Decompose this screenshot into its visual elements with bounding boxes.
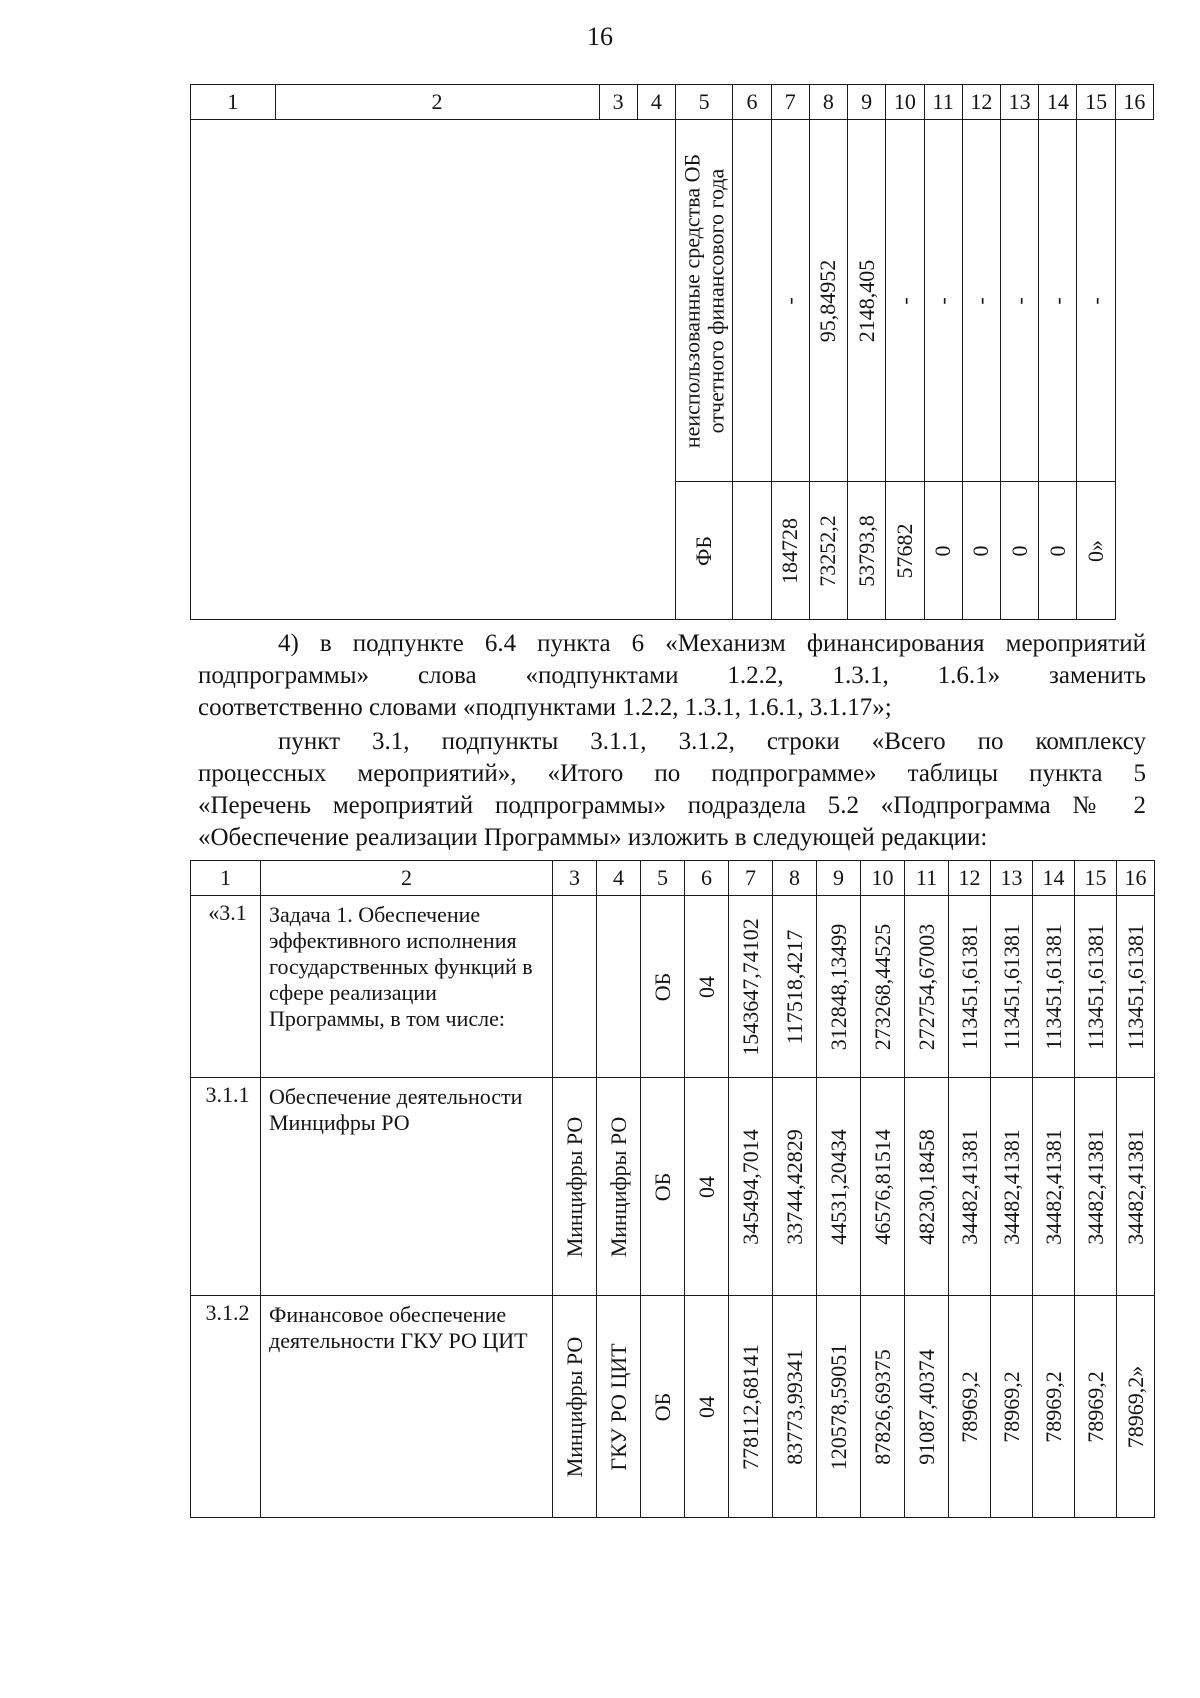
code-cell: 04: [685, 896, 729, 1078]
value-cell: 0: [1000, 482, 1038, 620]
value-cell: 0: [1039, 482, 1077, 620]
col-header: 12: [962, 85, 1000, 120]
value-cell: 272754,67003: [905, 896, 949, 1078]
value-cell: 87826,69375: [861, 1296, 905, 1518]
col-header: 4: [637, 85, 675, 120]
empty-cell: [191, 120, 676, 620]
page-number: 16: [587, 22, 613, 51]
col-header: 10: [886, 85, 924, 120]
value-cell: -: [924, 120, 962, 482]
value-cell: 113451,61381: [949, 896, 991, 1078]
value-cell: 0: [962, 482, 1000, 620]
value-cell: 778112,68141: [729, 1296, 773, 1518]
value-cell: 73252,2: [809, 482, 847, 620]
budget-cell: ОБ: [641, 896, 685, 1078]
table-row: [191, 120, 1154, 482]
table-header-row: [191, 85, 1154, 120]
col-header: 5: [641, 861, 685, 896]
budget-cell: ОБ: [641, 1296, 685, 1518]
value-cell: 91087,40374: [905, 1296, 949, 1518]
row-description: Финансовое обеспечение деятельности ГКУ РО ЦИТ: [261, 1296, 553, 1518]
executor-cell: Минцифры РО: [553, 1296, 597, 1518]
col-header: 6: [685, 861, 729, 896]
row-number: 3.1.2: [191, 1296, 261, 1518]
value-cell: -: [962, 120, 1000, 482]
value-cell: 0: [924, 482, 962, 620]
value-cell: 78969,2: [1033, 1296, 1075, 1518]
value-cell: 184728: [771, 482, 809, 620]
value-cell: 34482,41381: [1075, 1078, 1117, 1296]
value-cell: 34482,41381: [1117, 1078, 1155, 1296]
col-header: 3: [553, 861, 597, 896]
code-cell: 04: [685, 1296, 729, 1518]
value-cell: 34482,41381: [1033, 1078, 1075, 1296]
col-header: 11: [924, 85, 962, 120]
value-cell: 273268,44525: [861, 896, 905, 1078]
col-header: 13: [991, 861, 1033, 896]
col-header: 11: [905, 861, 949, 896]
col-header: 10: [861, 861, 905, 896]
col-header: 16: [1115, 85, 1153, 120]
value-cell: 113451,61381: [991, 896, 1033, 1078]
row-description: Задача 1. Обеспечение эффективного исполнения государственных функций в сфере реализации Программы, в том числе:: [261, 896, 553, 1078]
value-cell: 78969,2: [949, 1296, 991, 1518]
value-cell: -: [771, 120, 809, 482]
col-header: 14: [1039, 85, 1077, 120]
subprogram-table: [190, 860, 1155, 1518]
col-header: 8: [773, 861, 817, 896]
value-cell: 95,84952: [809, 120, 847, 482]
col-header: 9: [817, 861, 861, 896]
col-header: 2: [261, 861, 553, 896]
value-cell: 78969,2: [991, 1296, 1033, 1518]
row-number: «3.1: [191, 896, 261, 1078]
value-cell: 2148,405: [848, 120, 886, 482]
col-header: 9: [848, 85, 886, 120]
col-header: 7: [729, 861, 773, 896]
executor-cell: [553, 896, 597, 1078]
value-cell: 34482,41381: [949, 1078, 991, 1296]
executor-cell: Минцифры РО: [553, 1078, 597, 1296]
col-header: 8: [809, 85, 847, 120]
col-header: 3: [599, 85, 637, 120]
value-cell: 46576,81514: [861, 1078, 905, 1296]
participant-cell: Минцифры РО: [597, 1078, 641, 1296]
empty-cell: [733, 120, 771, 482]
col-header: 15: [1075, 861, 1117, 896]
value-cell: -: [1039, 120, 1077, 482]
amendment-paragraph-4: 4) в подпункте 6.4 пункта 6 «Механизм финансирования мероприятий подпрограммы» слова «подпунктами 1.2.2, 1.3.1, 1.6.1» заменить соответственно словами «подпунктами 1.2.2, 1.3.1, 1.6.1, 3.1.17»;: [198, 630, 1146, 721]
participant-cell: ГКУ РО ЦИТ: [597, 1296, 641, 1518]
col-header: 5: [676, 85, 733, 120]
value-cell: 0»: [1077, 482, 1115, 620]
row-description: Обеспечение деятельности Минцифры РО: [261, 1078, 553, 1296]
value-cell: 48230,18458: [905, 1078, 949, 1296]
col-header: 13: [1000, 85, 1038, 120]
value-cell: -: [1000, 120, 1038, 482]
value-cell: 1543647,74102: [729, 896, 773, 1078]
value-cell: 33744,42829: [773, 1078, 817, 1296]
value-cell: 53793,8: [848, 482, 886, 620]
value-cell: 57682: [886, 482, 924, 620]
participant-cell: [597, 896, 641, 1078]
empty-cell: [733, 482, 771, 620]
value-cell: 44531,20434: [817, 1078, 861, 1296]
table-row: [191, 1296, 1155, 1518]
col-header: 14: [1033, 861, 1075, 896]
col-header: 15: [1077, 85, 1115, 120]
code-cell: 04: [685, 1078, 729, 1296]
value-cell: 113451,61381: [1075, 896, 1117, 1078]
value-cell: 78969,2»: [1117, 1296, 1155, 1518]
value-cell: 120578,59051: [817, 1296, 861, 1518]
value-cell: 312848,13499: [817, 896, 861, 1078]
col-header: 6: [733, 85, 771, 120]
table-row: [191, 1078, 1155, 1296]
col-header: 16: [1117, 861, 1155, 896]
col-header: 1: [191, 861, 261, 896]
funding-source-cell: [676, 120, 733, 482]
col-header: 12: [949, 861, 991, 896]
value-cell: -: [886, 120, 924, 482]
value-cell: 345494,7014: [729, 1078, 773, 1296]
value-cell: -: [1077, 120, 1115, 482]
value-cell: 34482,41381: [991, 1078, 1033, 1296]
col-header: 7: [771, 85, 809, 120]
table-header-row: [191, 861, 1155, 896]
value-cell: 117518,4217: [773, 896, 817, 1078]
value-cell: 78969,2: [1075, 1296, 1117, 1518]
col-header: 2: [275, 85, 599, 120]
value-cell: 113451,61381: [1117, 896, 1155, 1078]
funding-source-cell: ФБ: [676, 482, 733, 620]
continuation-table: [190, 84, 1154, 620]
value-cell: 83773,99341: [773, 1296, 817, 1518]
table-row: [191, 896, 1155, 1078]
col-header: 4: [597, 861, 641, 896]
amendment-paragraph-5: пункт 3.1, подпункты 3.1.1, 3.1.2, строки «Всего по комплексу процессных мероприятий», «Итого по подпрограмме» таблицы пункта 5 «Перечень мероприятий подпрограммы» подраздела 5.2 «Подпрограмма № 2 «Обеспечение реализации Программы» изложить в следующей редакции:: [198, 728, 1146, 851]
value-cell: 113451,61381: [1033, 896, 1075, 1078]
col-header: 1: [191, 85, 276, 120]
funding-source-label: неиспользованные средства ОБ отчетного финансового года: [679, 153, 729, 448]
budget-cell: ОБ: [641, 1078, 685, 1296]
row-number: 3.1.1: [191, 1078, 261, 1296]
